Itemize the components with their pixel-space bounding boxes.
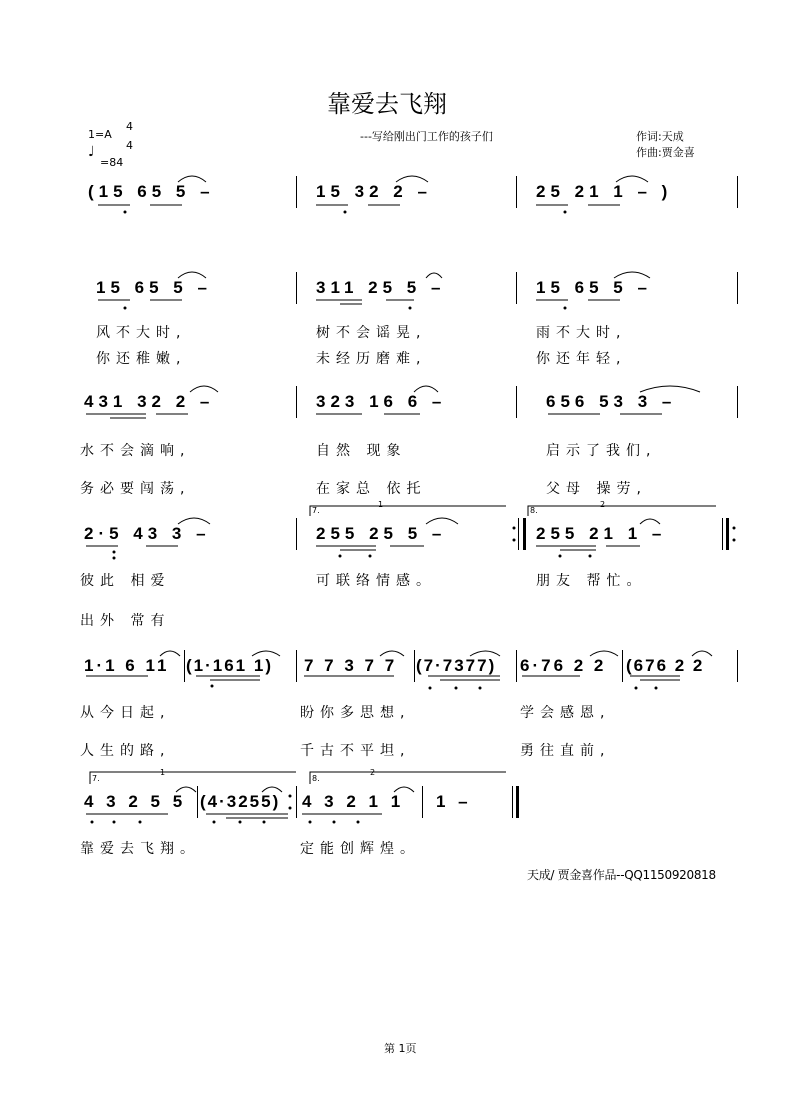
lyric: 靠爱去飞翔。 [80, 841, 200, 857]
r2-m2: 311 25 5 – [316, 278, 446, 297]
lyric: 盼你多思想, [300, 705, 411, 721]
r5-m3: 6·76 2 2 [520, 656, 607, 675]
volta-number: 2 [370, 768, 376, 777]
r5-m1: 1·1 6 11 [84, 656, 170, 675]
lyric: 水不会滴响, [80, 443, 191, 459]
lyric: 风不大时, [96, 325, 187, 341]
time-sig-bottom: 4 [126, 139, 133, 152]
r6-m1b: (4·3255) [200, 792, 281, 811]
volta-label: 8. [530, 506, 538, 515]
lyric: 彼此 相爱 [80, 573, 171, 589]
r5-m3b: (676 2 2 [626, 656, 705, 675]
lyric: 自然 现象 [316, 443, 407, 459]
volta-label: 7. [92, 774, 100, 783]
volta-number: 2 [600, 500, 606, 509]
composer: 作曲:贾金喜 [636, 146, 695, 159]
volta-label: 7. [312, 506, 320, 515]
r4-m3: 255 21 1 – [536, 524, 667, 543]
r5-m2b: (7·7377) [416, 656, 497, 675]
lyric: 人生的路, [80, 743, 171, 759]
volta-number: 1 [378, 500, 384, 509]
lyric: 从今日起, [80, 705, 171, 721]
lyric: 父母 操劳, [546, 481, 647, 497]
lyric: 定能创辉煌。 [300, 841, 420, 857]
lyric: 你还年轻, [536, 351, 627, 367]
quarter-note-icon: ♩ [88, 144, 95, 160]
r6-m2: 4 3 2 1 1 [302, 792, 405, 811]
lyric: 可联络情感。 [316, 573, 436, 589]
r5-m2: 7 7 3 7 7 [304, 656, 398, 675]
r3-m2: 323 16 6 – [316, 392, 447, 411]
volta-number: 1 [160, 768, 166, 777]
song-title: 靠爱去飞翔 [327, 90, 447, 118]
r6-m2b: 1 – [436, 792, 472, 811]
lyric: 你还稚嫩, [96, 351, 187, 367]
lyric: 朋友 帮忙。 [536, 573, 647, 589]
lyric: 未经历磨难, [316, 351, 427, 367]
lyric: 树不会谣晃, [316, 325, 427, 341]
r2-m3: 15 65 5 – [536, 278, 652, 297]
r4-m2: 255 25 5 – [316, 524, 447, 543]
r4-m1: 2·5 43 3 – [84, 524, 211, 543]
r1-m3: 25 21 1 – ) [536, 182, 673, 201]
credit: 天成/ 贾金喜作品--QQ1150920818 [527, 868, 716, 882]
lyric: 出外 常有 [80, 613, 171, 629]
time-sig-top: 4 [126, 120, 133, 133]
r3-m3: 656 53 3 – [546, 392, 677, 411]
page-number: 第 1页 [384, 1042, 417, 1055]
r1-m2: 15 32 2 – [316, 182, 432, 201]
r2-m1: 15 65 5 – [96, 278, 212, 297]
subtitle: ---写给刚出门工作的孩子们 [360, 130, 493, 143]
r3-m1: 431 32 2 – [84, 392, 215, 411]
lyric: 勇往直前, [520, 743, 611, 759]
lyric: 务必要闯荡, [80, 481, 191, 497]
r6-m1: 4 3 2 5 5 [84, 792, 187, 811]
r5-m1b: (1·161 1) [186, 656, 273, 675]
lyric: 雨不大时, [536, 325, 627, 341]
lyricist: 作词:天成 [636, 130, 684, 143]
lyric: 启示了我们, [546, 443, 657, 459]
key-signature: 1=A [88, 128, 112, 141]
lyric: 学会感恩, [520, 705, 611, 721]
lyric: 千古不平坦, [300, 743, 411, 759]
volta-label: 8. [312, 774, 320, 783]
lyric: 在家总 依托 [316, 481, 427, 497]
r1-m1: (15 65 5 – [88, 182, 215, 201]
tempo: =84 [100, 156, 124, 169]
